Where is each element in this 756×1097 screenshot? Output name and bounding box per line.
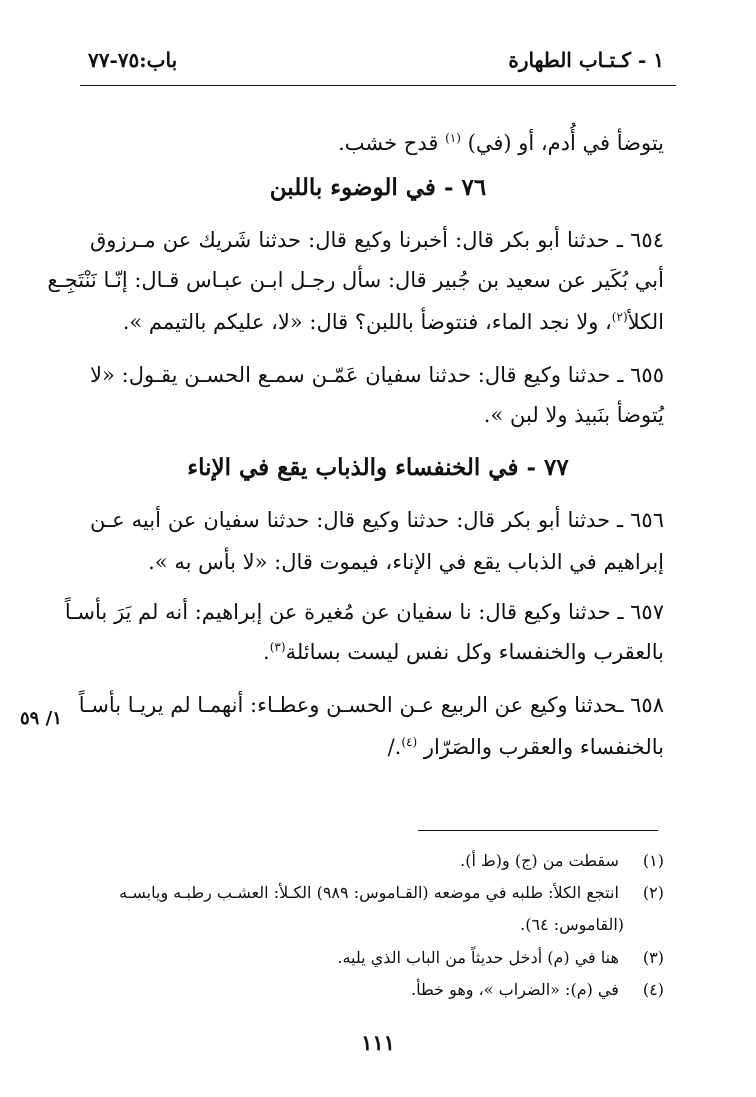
footnote-text: هنا في (م) أدخل حديثاً من الباب الذي يليه.: [337, 948, 619, 967]
footnote-divider: [418, 830, 658, 831]
footnote-marker: (٣): [269, 640, 286, 654]
text-segment: بالعقرب والخنفساء وكل نفس ليست بسائلة: [285, 640, 664, 664]
text-segment: يتوضأ في أُدم، أو (في): [467, 131, 664, 155]
footnote-text: انتجع الكلأ: طلبه في موضعه (القـاموس: ٩٨٩) الكـلأ: العشـب رطبـه ويابسـه: [119, 883, 619, 902]
hadith-658-line-2: [90, 732, 664, 762]
footnote-4: [90, 977, 664, 1003]
running-header-chapter: ١ - كـتـاب الطهارة: [508, 48, 664, 72]
text-segment: بالخنفساء والعقرب والصَرّار: [423, 735, 664, 759]
hadith-655-line-2: يُتوضأ بنَبيذ ولا لبن ».: [483, 403, 664, 427]
footnote-text: في (م): «الضراب »، وهو خطأ.: [411, 980, 619, 999]
footnote-number: (٣): [642, 948, 664, 967]
page-number: ١١١: [361, 1030, 395, 1055]
footnote-2-continuation: (القاموس: ٦٤).: [520, 915, 624, 934]
hadith-654-line-2: أبي بُكَير عن سعيد بن جُبير قال: سأل رجـل ابـن عبـاس قـال: إنّـا نَنْتَجِـع: [47, 268, 664, 292]
hadith-654-line-3: [90, 307, 664, 337]
footnote-2: [90, 880, 664, 906]
hadith-656-line-2: إبراهيم في الذباب يقع في الإناء، فيموت قال: «لا بأس به ».: [148, 550, 664, 574]
running-header-section: باب:٧٥-٧٧: [88, 48, 178, 72]
text-segment: قدح خشب.: [338, 131, 439, 155]
section-heading-77: ٧٧ - في الخنفساء والذباب يقع في الإناء: [187, 454, 569, 481]
footnote-text: سقطت من (ج) و(ط أ).: [460, 851, 619, 870]
footnote-marker: (٢): [611, 310, 628, 324]
hadith-657-line-2: [90, 637, 664, 667]
footnote-3: [90, 945, 664, 971]
margin-page-reference: ١/ ٥٩: [20, 708, 62, 729]
hadith-655-line-1: ٦٥٥ ـ حدثنا وكيع قال: حدثنا سفيان عَمّـن سمـع الحسـن يقـول: «لا: [90, 363, 664, 387]
hadith-654-line-1: ٦٥٤ ـ حدثنا أبو بكر قال: أخبرنا وكيع قال: حدثنا شَريك عن مـرزوق: [90, 228, 664, 252]
hadith-657-line-1: ٦٥٧ ـ حدثنا وكيع قال: نا سفيان عن مُغيرة عن إبراهيم: أنه لم يَرَ بأسـاً: [64, 600, 664, 624]
footnote-marker: (١): [445, 131, 461, 145]
footnote-1: [90, 848, 664, 874]
text-segment: الكلأ: [627, 310, 664, 334]
text-segment: ./: [387, 735, 402, 759]
hadith-658-line-1: ٦٥٨ ـحدثنا وكيع عن الربيع عـن الحسـن وعطـاء: أنهمـا لم يريـا بأسـاً: [78, 693, 664, 717]
hadith-656-line-1: ٦٥٦ ـ حدثنا أبو بكر قال: حدثنا وكيع قال: حدثنا سفيان عن أبيه عـن: [90, 508, 664, 532]
text-line: [90, 128, 664, 158]
section-heading-76: ٧٦ - في الوضوء باللبن: [269, 174, 487, 201]
footnote-marker: (٤): [401, 735, 418, 749]
footnote-number: (٤): [642, 980, 664, 999]
text-segment: ، ولا نجد الماء، فنتوضأ باللبن؟ قال: «لا، عليكم بالتيمم ».: [122, 310, 612, 334]
footnote-number: (٢): [642, 883, 664, 902]
header-divider: [80, 85, 676, 86]
footnote-number: (١): [642, 851, 664, 870]
text-segment: .: [263, 640, 270, 664]
